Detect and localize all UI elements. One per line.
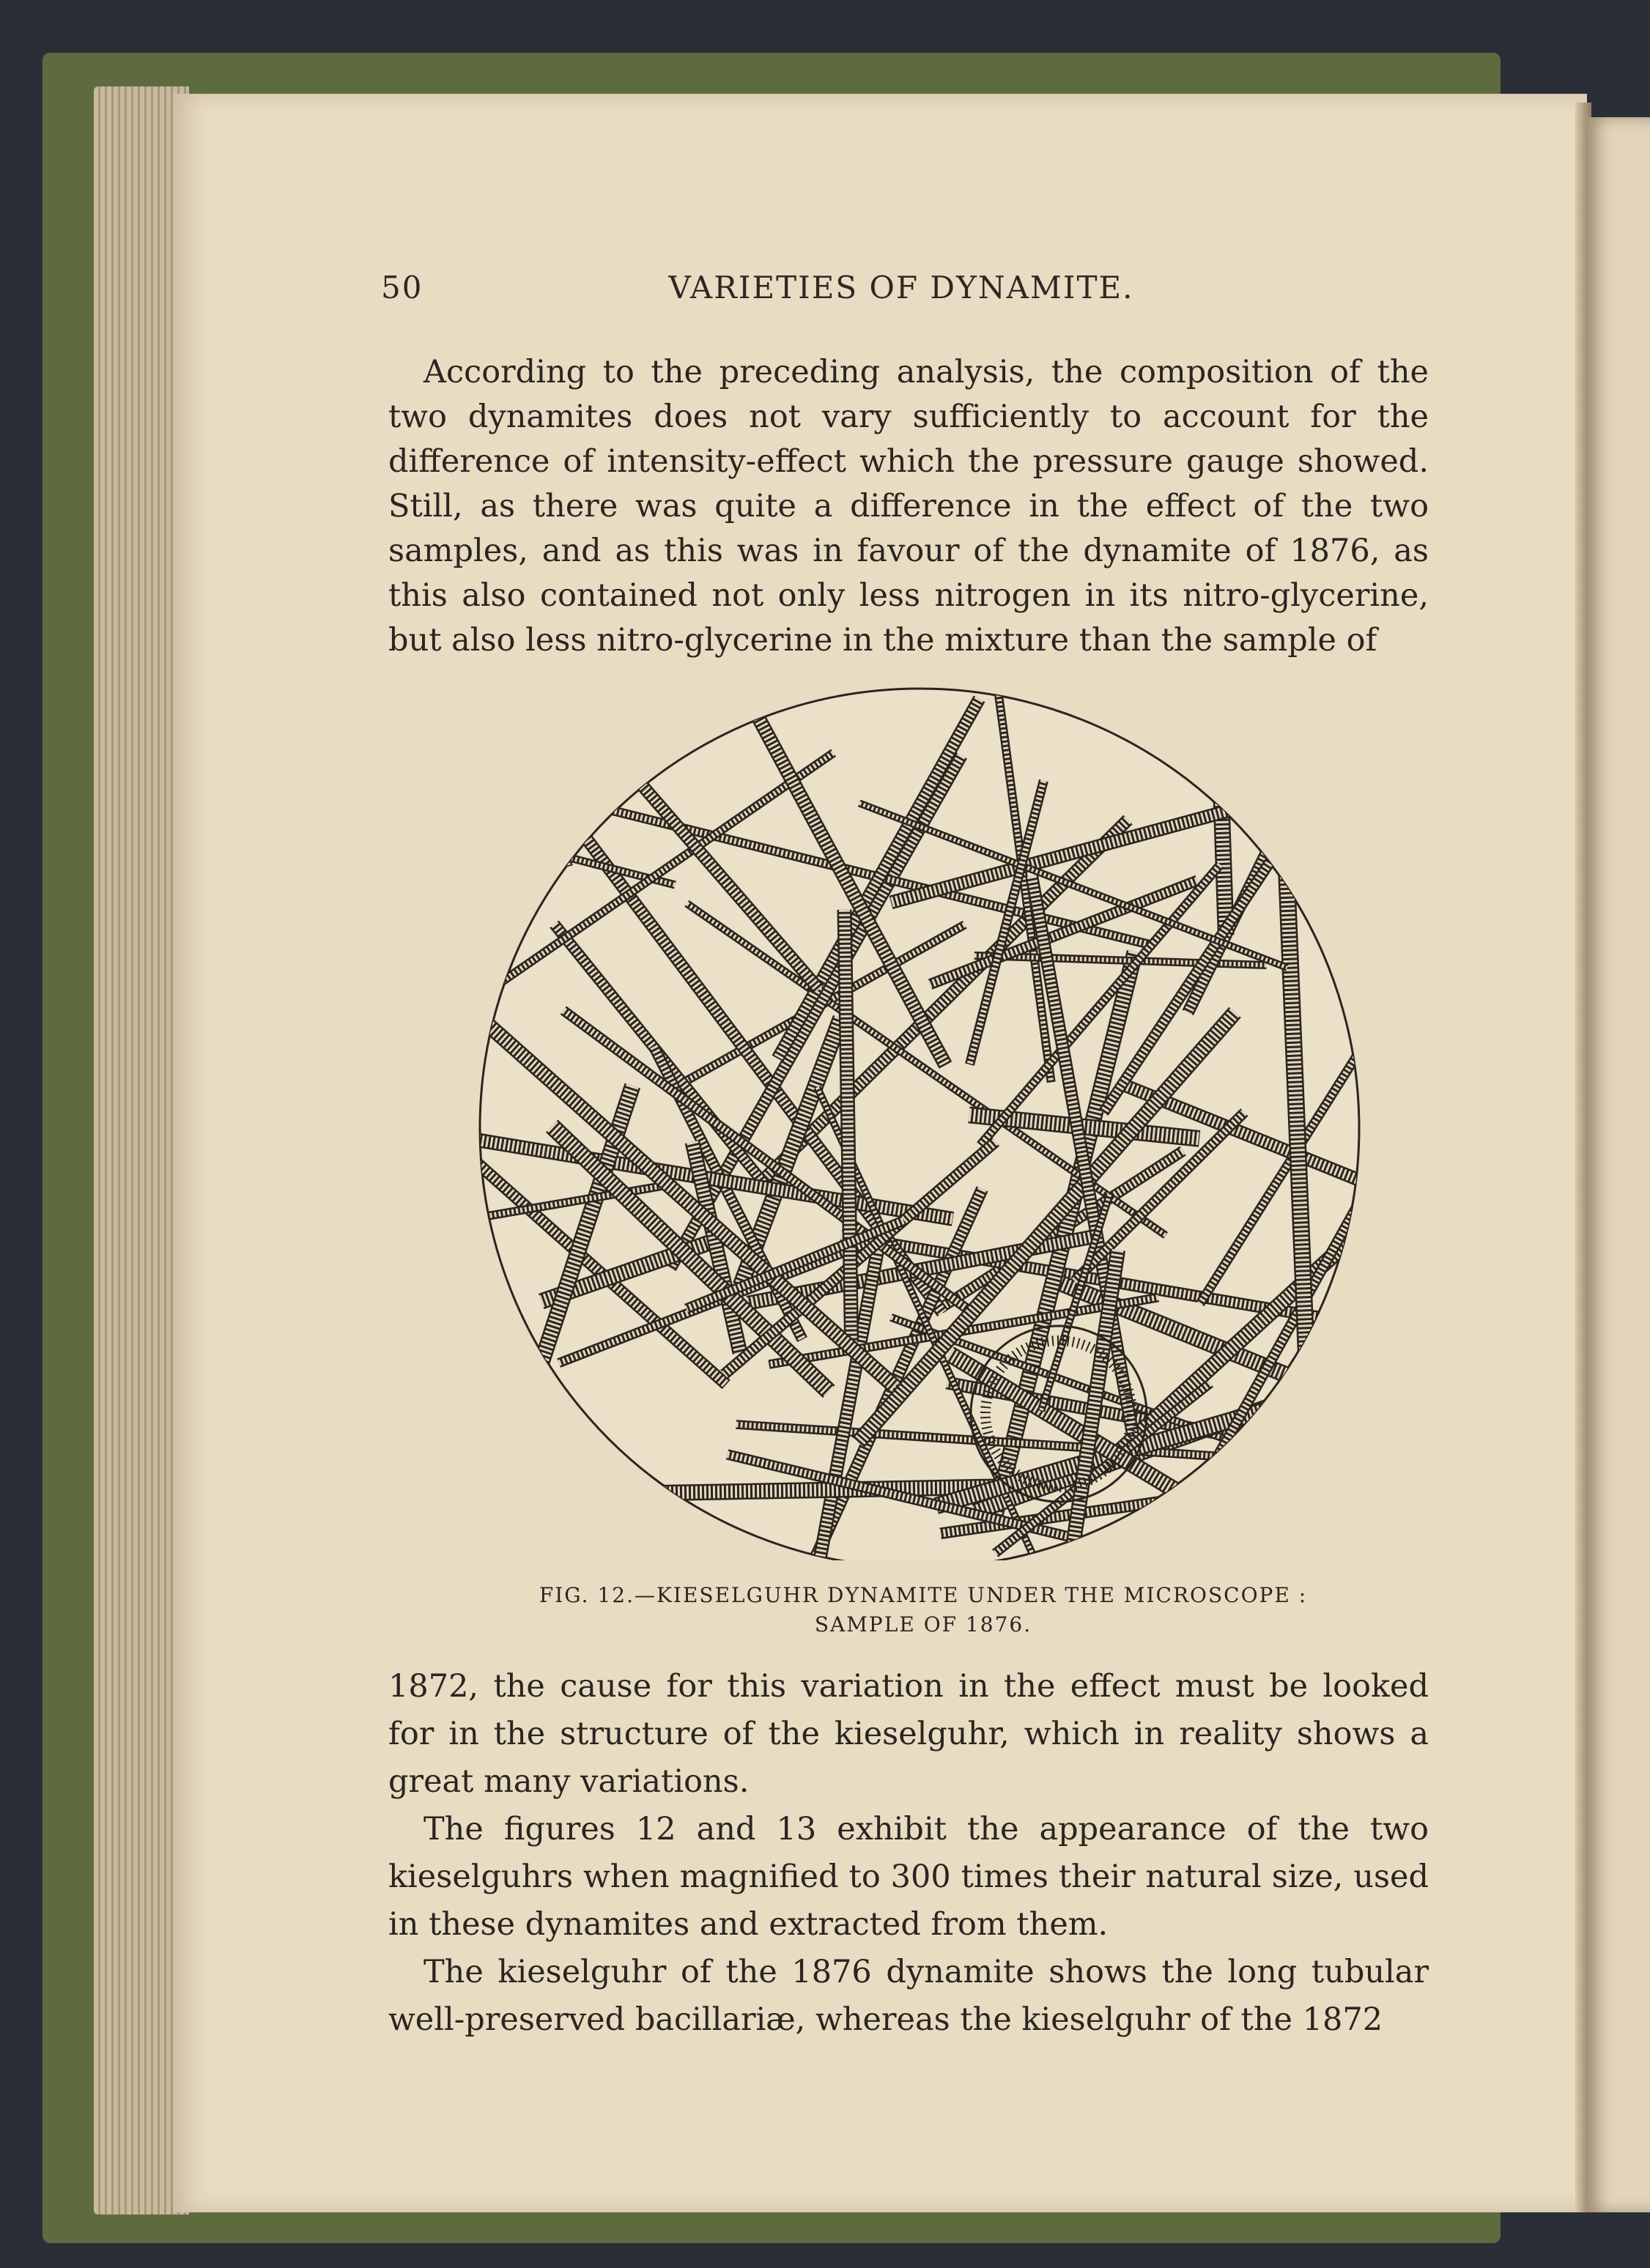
caption-line-2: SAMPLE OF 1876. [814, 1612, 1032, 1637]
page-number: 50 [381, 270, 423, 305]
paragraph: The kieselguhr of the 1876 dynamite shows the long tubular well-preserved bacillariæ, whereas the kieselguhr of the 1872 [388, 1954, 1429, 2038]
figure-caption [410, 1581, 1436, 1639]
bottom-text [388, 1663, 1429, 2044]
facing-page-edge [1587, 117, 1650, 2212]
paragraph: 1872, the cause for this variation in the effect must be looked for in the structure of the kieselguhr, which in reality shows a great many variations. [388, 1668, 1429, 1800]
paragraph: The figures 12 and 13 exhibit the appearance of the two kieselguhrs when magnified to 300 times their natural size, used in these dynamites and extracted from them. [388, 1811, 1429, 1943]
top-text [388, 350, 1429, 663]
microscope-illustration [462, 681, 1377, 1560]
diatom-rod [1220, 751, 1226, 935]
running-head: VARIETIES OF DYNAMITE. [668, 270, 1134, 305]
diatom-rod [508, 681, 568, 867]
caption-line-1: FIG. 12.—KIESELGUHR DYNAMITE UNDER THE MICROSCOPE : [539, 1583, 1308, 1607]
diatom-rod-inner [508, 681, 568, 867]
paragraph: According to the preceding analysis, the composition of the two dynamites does not vary sufficiently to account for the difference of intensity-effect which the pressure gauge showed. Still, as there was quite a difference in the effect of the two samples, and as this was in favour of the dynamite of 1876, as this also contained not only less nitrogen in its nitro-glycerine, but also less nitro-glycerine in the mixture than the sample of [388, 354, 1429, 659]
